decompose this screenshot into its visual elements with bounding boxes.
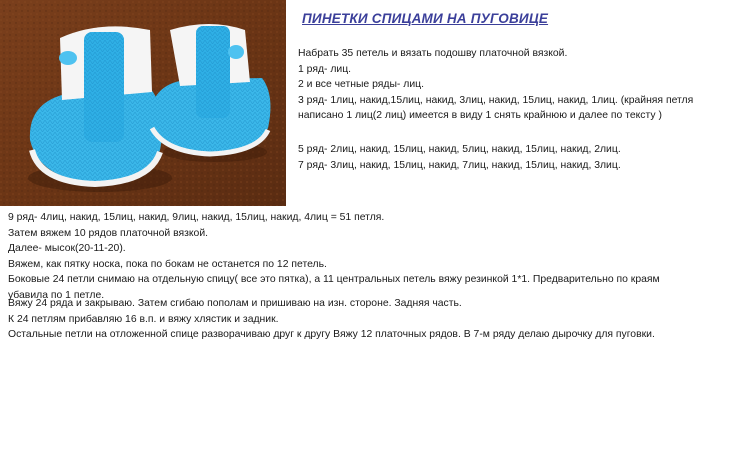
instruction-side-stitches: Боковые 24 петли снимаю на отдельную спицу( все это пятка), а 11 центральных петель вяжу резинкой 1*1. Предварительно по краям убавила по 1 петле. [8,274,660,301]
instruction-heel: Вяжем, как пятку носка, пока по бокам не останется по 12 петель. [8,258,327,270]
instruction-row-5: 5 ряд- 2лиц, накид, 15лиц, накид, 5лиц, накид, 15лиц, накид, 2лиц. [298,144,621,155]
instruction-buttonhole: Остальные петли на отложенной спице разворачиваю друг к другу Вяжу 12 платочных рядов. В 7-м ряду делаю дырочку для пуговки. [8,329,655,340]
instruction-strap: К 24 петлям прибавляю 16 в.п. и вяжу хлястик и задник. [8,313,279,325]
booties-photo [0,0,286,206]
instruction-garter-rows: Затем вяжем 10 рядов платочной вязкой. [8,227,209,239]
instruction-row-1: 1 ряд- лиц. [298,63,352,75]
instruction-row-9: 9 ряд- 4лиц, накид, 15лиц, накид, 9лиц, накид, 15лиц, накид, 4лиц = 51 петля. [8,212,385,223]
instruction-toe: Далее- мысок(20-11-20). [8,243,126,254]
instruction-fold: Вяжу 24 ряда и закрываю. Затем сгибаю пополам и пришиваю на изн. стороне. Задняя часть. [8,298,462,309]
instruction-cast-on: Набрать 35 петель и вязать подошву платочной вязкой. [298,48,568,59]
instruction-row-3: 3 ряд- 1лиц, накид,15лиц, накид, 3лиц, накид, 15лиц, накид, 1лиц. (крайняя петля написано 1 лиц(2 лиц) имеется в виду 1 снять крайнюю и далее по тексту ) [298,94,694,121]
page-title: ПИНЕТКИ СПИЦАМИ НА ПУГОВИЦЕ [302,11,549,26]
instruction-even-rows: 2 и все четные ряды- лиц. [298,79,424,90]
instruction-row-7: 7 ряд- 3лиц, накид, 15лиц, накид, 7лиц, накид, 15лиц, накид, 3лиц. [298,159,621,171]
